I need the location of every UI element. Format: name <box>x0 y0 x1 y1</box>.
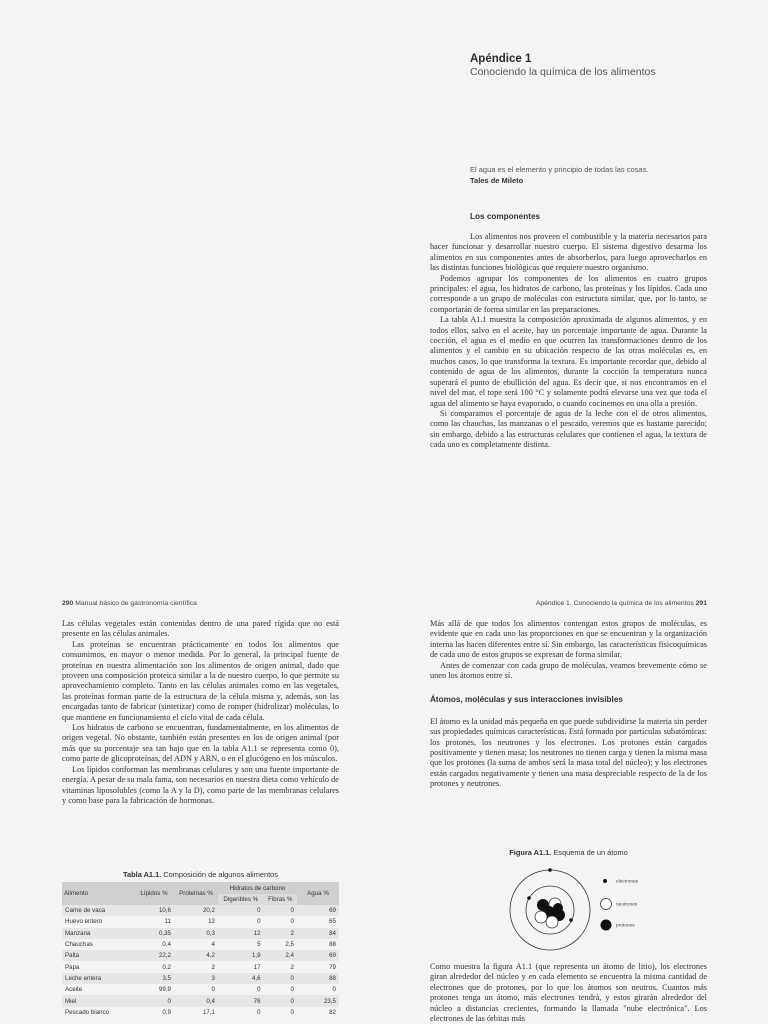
table-cell: 5 <box>218 939 264 950</box>
table-row <box>62 995 339 1006</box>
page-number-left: 290 <box>62 600 74 607</box>
table-cell: 2 <box>264 928 297 939</box>
after-figure-text <box>430 962 707 1024</box>
table-cell: 0,35 <box>134 928 174 939</box>
legend-neutrons: neutrones <box>616 902 638 908</box>
paragraph: Las proteínas se encuentran prácticamente en todos los alimentos que consumimos, en mayor o menor medida. Por lo general, la principal fuente de proteínas en nuestra alimentación son los alimentos de origen animal, dado que proveen una composición proteica similar a la de nuestro cuerpo, lo que permite su aprovechamiento completo. Tanto en las células animales como en las vegetales, las proteínas forman parte de la estructura de la célula misma y, además, son las encargadas tanto de fabricar (sintetizar) como de romper (hidrolizar) moléculas, lo que mantiene en funcionamiento el ciclo vital de cada célula. <box>62 639 339 722</box>
table-cell: 0 <box>264 1007 297 1018</box>
table-cell: 2,5 <box>264 939 297 950</box>
table-caption <box>62 870 339 879</box>
legend-neutron-dot <box>601 899 612 910</box>
running-title-left: Manual básico de gastronomía científica <box>75 600 197 607</box>
electron <box>548 868 552 872</box>
table-cell-food: Palta <box>62 950 134 961</box>
section-title-components: Los componentes <box>470 212 541 221</box>
table-cell: 0 <box>264 905 297 916</box>
table-cell: 88 <box>297 973 339 984</box>
table-cell: 23,5 <box>297 995 339 1006</box>
table-caption-text: Composición de algunos alimentos <box>163 870 278 879</box>
atom-diagram <box>505 860 665 960</box>
table-cell: 22,2 <box>134 950 174 961</box>
table-cell: 0 <box>218 905 264 916</box>
table-cell: 88 <box>297 939 339 950</box>
table-cell: 17 <box>218 961 264 972</box>
table-cell: 0 <box>134 995 174 1006</box>
epigraph <box>470 165 720 185</box>
table-cell: 2,4 <box>264 950 297 961</box>
table-cell-food: Chauchas <box>62 939 134 950</box>
table-cell: 0 <box>264 916 297 927</box>
table-cell-food: Papa <box>62 961 134 972</box>
appendix-title: Apéndice 1 <box>470 53 532 65</box>
table-cell: 3 <box>174 973 218 984</box>
table-cell: 0 <box>264 984 297 995</box>
table-row <box>62 961 339 972</box>
table-cell: 3,5 <box>134 973 174 984</box>
table-row <box>62 905 339 916</box>
header-fiber: Fibras % <box>264 894 297 905</box>
table-row <box>62 916 339 927</box>
table-cell: 17,1 <box>174 1007 218 1018</box>
running-head-right <box>536 600 707 607</box>
table-cell-food: Aceite <box>62 984 134 995</box>
legend-electron-dot <box>603 879 607 883</box>
legend-electrons: electrones <box>616 879 639 885</box>
table-cell: 4,2 <box>174 950 218 961</box>
table-cell: 0,2 <box>134 961 174 972</box>
appendix-subtitle: Conociendo la química de los alimentos <box>470 66 656 78</box>
paragraph: Los hidratos de carbono se encuentran, fundamentalmente, en los alimentos de origen vegetal. No obstante, también están presentes en los de origen animal (por más que su porcentaje sea tan bajo que en la tabla A1.1 se representa como 0), como parte de glicoproteínas, del ADN y ARN, o en el glucógeno en los músculos. <box>62 723 339 764</box>
paragraph: El átomo es la unidad más pequeña en que puede subdividirse la materia sin perder sus propiedades químicas características. Está formado por partículas subatómicas: los protones, los neutrones y los electrones. Los protones están cargados positivamente y tienen masa; los neutrones no tienen carga y tienen la misma masa que los protones (la suma de ambos será la masa total del núcleo); y los electrones están cargados negativamente y tienen una masa despreciable respecto de la de los protones y neutrones. <box>430 716 707 789</box>
legend-proton-dot <box>601 920 612 931</box>
table-cell: 0,4 <box>134 939 174 950</box>
table-cell: 0,9 <box>134 1007 174 1018</box>
table-cell: 12 <box>218 928 264 939</box>
table-cell: 0 <box>264 973 297 984</box>
header-digestible: Digeribles % <box>218 894 264 905</box>
table-cell: 4 <box>174 939 218 950</box>
electron <box>569 918 573 922</box>
paragraph: Podemos agrupar los componentes de los alimentos en cuatro grupos principales: el agua, los hidratos de carbono, las proteínas y los lípidos. Cada uno corresponde a un grupo de moléculas con estructura similar, que, por lo tanto, se comportarán de forma similar en las preparaciones. <box>430 273 707 314</box>
table-cell: 99,9 <box>134 984 174 995</box>
legend-protons: protones <box>616 923 635 929</box>
proton <box>553 903 563 913</box>
paragraph: La tabla A1.1 muestra la composición aproximada de algunos alimentos, y en todos ellos, salvo en el aceite, hay un porcentaje importante de agua. Durante la cocción, el agua es el medio en que ocurren las transformaciones dentro de los alimentos y el cambio en su ubicación respecto de las otras moléculas es, en muchos casos, lo que transforma la textura. Es importante recordar que, debido al contenido de agua de los alimentos, durante la cocción la temperatura nunca superará el punto de ebullición del agua. Es decir que, si nos encontramos en el nivel del mar, el tope será 100 °C y solamente podrá elevarse una vez que toda el agua del alimento se haya evaporado, o cuando cocinemos en una olla a presión. <box>430 315 707 408</box>
table-cell: 2 <box>174 961 218 972</box>
table-cell: 84 <box>297 928 339 939</box>
table-cell: 0 <box>264 995 297 1006</box>
table-row <box>62 1007 339 1018</box>
table-cell-food: Miel <box>62 995 134 1006</box>
page-number-right: 291 <box>695 600 707 607</box>
table-row <box>62 973 339 984</box>
table-cell: 0,3 <box>174 928 218 939</box>
table-cell: 65 <box>297 916 339 927</box>
running-title-right: Apéndice 1. Conociendo la química de los alimentos <box>535 600 694 607</box>
table-row <box>62 984 339 995</box>
table-cell: 76 <box>218 995 264 1006</box>
figure-caption <box>430 848 707 857</box>
header-proteins: Proteínas % <box>174 882 218 905</box>
section-title-atoms: Átomos, moléculas y sus interacciones invisibles <box>430 695 623 705</box>
table-cell-food: Manzana <box>62 928 134 939</box>
epigraph-quote: El agua es el elemento y principio de todas las cosas. <box>470 165 649 174</box>
table-cell-food: Leche entera <box>62 973 134 984</box>
table-cell: 0,4 <box>174 995 218 1006</box>
paragraph: Las células vegetales están contenidas dentro de una pared rígida que no está presente en las células animales. <box>62 619 339 639</box>
appendix-header <box>470 53 720 78</box>
table-cell: 4,6 <box>218 973 264 984</box>
table-cell: 0 <box>218 984 264 995</box>
table-cell: 69 <box>297 905 339 916</box>
table-cell: 12 <box>174 916 218 927</box>
table-cell: 0 <box>218 916 264 927</box>
epigraph-author: Tales de Mileto <box>470 176 524 185</box>
table-cell-food: Huevo entero <box>62 916 134 927</box>
table-row <box>62 939 339 950</box>
components-text <box>430 232 707 451</box>
neutron <box>535 911 547 923</box>
table-cell: 0 <box>297 984 339 995</box>
paragraph: Los lípidos conforman las membranas celulares y son una fuente importante de energía. A pesar de su mala fama, son necesarios en nuestra dieta como vehículo de vitaminas liposolubles (como la A y la D), como parte de las membranas celulares y como base para la fabricación de hormonas. <box>62 764 339 805</box>
table-row <box>62 950 339 961</box>
header-water: Agua % <box>297 882 339 905</box>
table-cell: 11 <box>134 916 174 927</box>
figure-caption-label: Figura A1.1. <box>509 848 552 857</box>
table-cell: 2 <box>264 961 297 972</box>
left-column-text <box>62 619 339 806</box>
table-caption-label: Tabla A1.1. <box>123 870 162 879</box>
header-carbs: Hidratos de carbono <box>218 882 297 894</box>
table-row <box>62 928 339 939</box>
table-cell: 10,6 <box>134 905 174 916</box>
composition-table <box>62 882 339 1018</box>
table-cell-food: Carne de vaca <box>62 905 134 916</box>
electron <box>527 896 531 900</box>
running-head-left <box>62 600 197 607</box>
table-cell: 0 <box>174 984 218 995</box>
table-cell: 1,9 <box>218 950 264 961</box>
table-body <box>62 905 339 1018</box>
table-cell: 69 <box>297 950 339 961</box>
paragraph: Los alimentos nos proveen el combustible y la materia necesarios para hacer funcionar y desarrollar nuestro cuerpo. El sistema digestivo desarma los alimentos en sus componentes antes de absorberlos, para luego aprovecharlos en las distintas funciones biológicas que requiere nuestro organismo. <box>430 232 707 273</box>
table-cell: 79 <box>297 961 339 972</box>
right-column-text <box>430 619 707 790</box>
paragraph: Antes de comenzar con cada grupo de moléculas, veamos brevemente cómo se unen los átomos entre sí. <box>430 660 707 681</box>
paragraph: Si comparamos el porcentaje de agua de la leche con el de otros alimentos, como las chauchas, las manzanas o el pescado, veremos que es bastante parecido; sin embargo, debido a las estructuras celulares que contienen el agua, la textura de cada uno es completamente distinta. <box>430 408 707 450</box>
table-cell-food: Pescado blanco <box>62 1007 134 1018</box>
figure-caption-text: Esquema de un átomo <box>553 848 628 857</box>
table-cell: 20,2 <box>174 905 218 916</box>
paragraph: Como muestra la figura A1.1 (que representa un átomo de litio), los electrones giran alrededor del núcleo y en cada elemento se encuentra la misma cantidad de electrones que de protones, por lo que los átomos son neutros. Cuantos más protones tenga un átomo, más electrones tendrá, y estos girarán alrededor del núcleo a distancias crecientes, formando la llamada "nube electrónica". Los electrones de las órbitas más <box>430 962 707 1024</box>
table-cell: 0 <box>218 1007 264 1018</box>
paragraph: Más allá de que todos los alimentos contengan estos grupos de moléculas, es evidente que en cada uno las proporciones en que se encuentran y la organización interna las hacen diferentes entre sí. Sin embargo, las características fisicoquímicas de cada uno de estos grupos se expresan de forma similar. <box>430 619 707 660</box>
header-lipids: Lípidos % <box>134 882 174 905</box>
header-food: Alimento <box>62 882 134 905</box>
table-cell: 82 <box>297 1007 339 1018</box>
neutron <box>546 916 558 928</box>
